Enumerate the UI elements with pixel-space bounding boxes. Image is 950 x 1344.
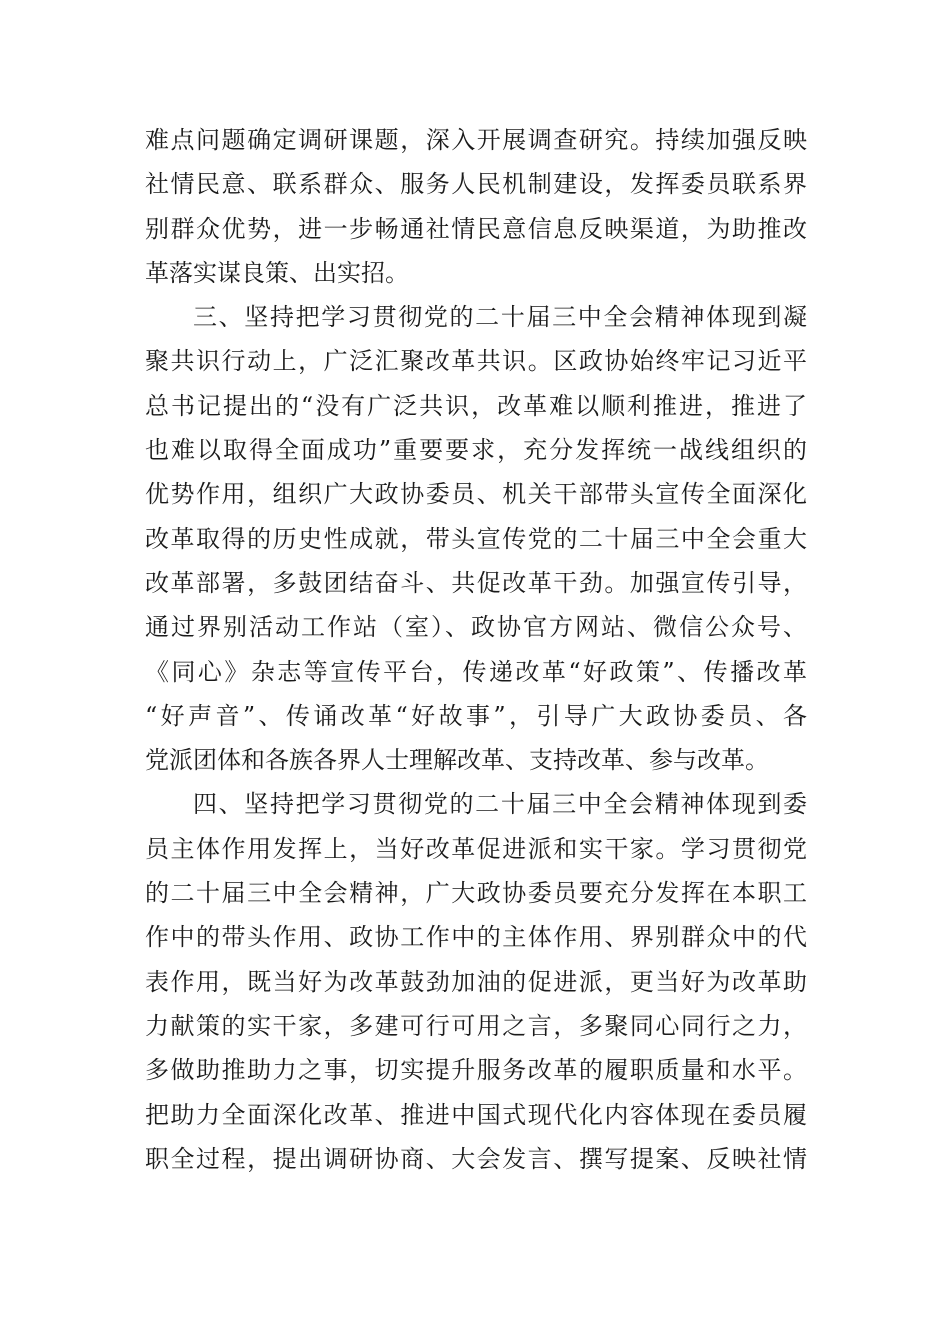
- text-line: 员主体作用发挥上，当好改革促进派和实干家。学习贯彻党: [145, 834, 807, 863]
- text-line: 聚共识行动上，广泛汇聚改革共识。区政协始终牢记习近平: [145, 347, 807, 376]
- text-line: 优势作用，组织广大政协委员、机关干部带头宣传全面深化: [145, 480, 807, 509]
- section-heading-line: 四、坚持把学习贯彻党的二十届三中全会精神体现到委: [193, 790, 807, 819]
- text-line: 总书记提出的“没有广泛共识，改革难以顺利推进，推进了: [145, 391, 807, 420]
- text-line: 革落实谋良策、出实招。: [145, 258, 409, 287]
- text-line: 党派团体和各族各界人士理解改革、支持改革、参与改革。: [145, 746, 769, 775]
- text-line: 的二十届三中全会精神，广大政协委员要充分发挥在本职工: [145, 879, 807, 908]
- section-heading-line: 三、坚持把学习贯彻党的二十届三中全会精神体现到凝: [193, 303, 807, 332]
- text-line: 表作用，既当好为改革鼓劲加油的促进派，更当好为改革助: [145, 967, 807, 996]
- text-line: 改革取得的历史性成就，带头宣传党的二十届三中全会重大: [145, 524, 807, 553]
- text-line: 社情民意、联系群众、服务人民机制建设，发挥委员联系界: [145, 170, 807, 199]
- text-line: 难点问题确定调研课题，深入开展调查研究。持续加强反映: [145, 126, 807, 154]
- document-body: [145, 118, 807, 1181]
- text-line: 力献策的实干家，多建可行可用之言，多聚同心同行之力，: [145, 1011, 807, 1040]
- text-line: 也难以取得全面成功”重要要求，充分发挥统一战线组织的: [145, 436, 807, 465]
- text-line: 通过界别活动工作站（室）、政协官方网站、微信公众号、: [145, 613, 807, 642]
- text-line: 多做助推助力之事，切实提升服务改革的履职质量和水平。: [145, 1056, 807, 1085]
- text-line: 《同心》杂志等宣传平台，传递改革“好政策”、传播改革: [145, 657, 807, 686]
- text-line: 改革部署，多鼓团结奋斗、共促改革干劲。加强宣传引导，: [145, 568, 807, 597]
- text-line: 作中的带头作用、政协工作中的主体作用、界别群众中的代: [145, 923, 807, 952]
- text-line: “好声音”、传诵改革“好故事”，引导广大政协委员、各: [145, 701, 807, 730]
- text-line: 别群众优势，进一步畅通社情民意信息反映渠道，为助推改: [145, 214, 807, 243]
- text-line: 职全过程，提出调研协商、大会发言、撰写提案、反映社情: [145, 1144, 807, 1173]
- text-line: 把助力全面深化改革、推进中国式现代化内容体现在委员履: [145, 1100, 807, 1129]
